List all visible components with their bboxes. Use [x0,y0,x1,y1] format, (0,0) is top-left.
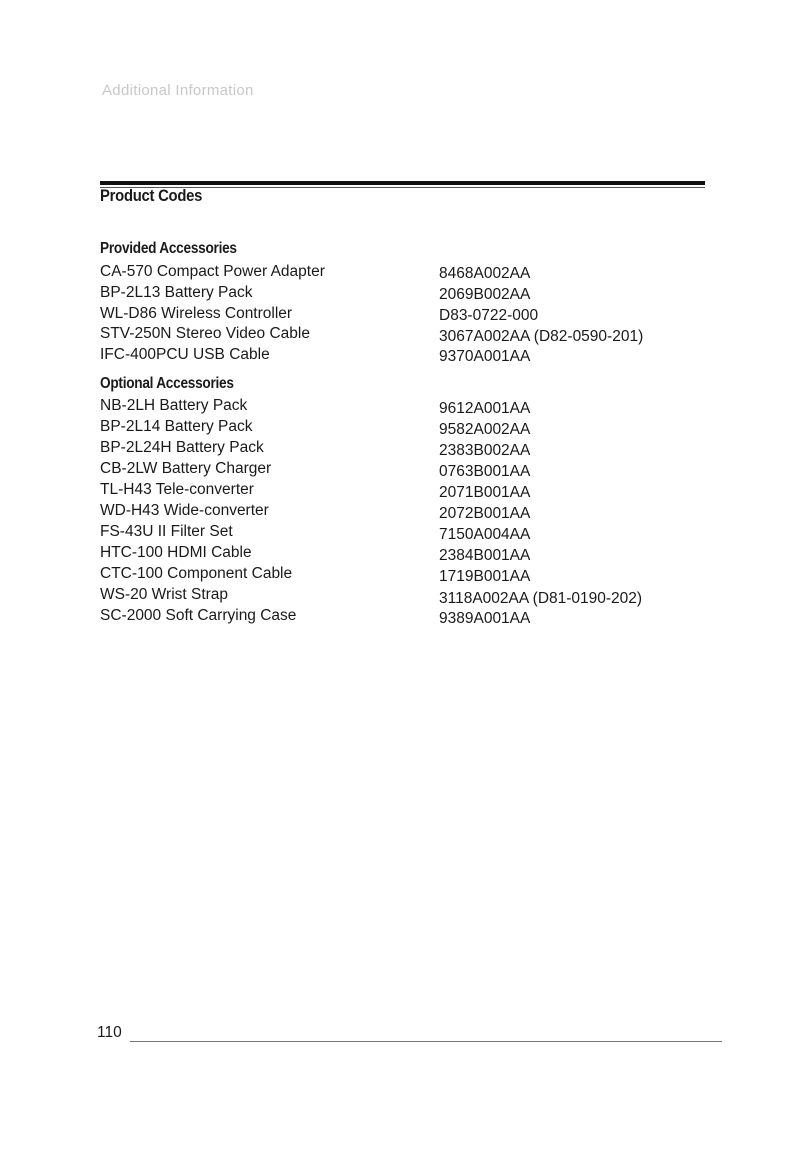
table-row [0,325,792,346]
item-name: BP-2L13 Battery Pack [100,284,253,301]
item-code: 1719B001AA [439,568,531,585]
optional-accessories-heading: Optional Accessories [100,375,234,392]
item-code: 2383B002AA [439,442,531,459]
item-name: FS-43U II Filter Set [100,523,233,540]
table-row [0,263,792,284]
table-row [0,565,792,586]
table-row [0,544,792,565]
section-title: Product Codes [100,187,203,205]
table-row [0,607,792,628]
item-name: BP-2L24H Battery Pack [100,439,264,456]
item-code: 3067A002AA (D82-0590-201) [439,328,644,345]
item-name: WD-H43 Wide-converter [100,502,269,519]
item-name: WL-D86 Wireless Controller [100,305,293,322]
item-code: D83-0722-000 [439,307,539,324]
page-number: 110 [97,1024,122,1041]
item-name: NB-2LH Battery Pack [100,397,248,414]
item-code: 2069B002AA [439,286,531,303]
table-row [0,586,792,607]
item-code: 8468A002AA [439,265,531,282]
table-row [0,418,792,439]
item-name: SC-2000 Soft Carrying Case [100,607,297,624]
item-code: 0763B001AA [439,463,531,480]
item-code: 9582A002AA [439,421,531,438]
item-code: 9389A001AA [439,610,531,627]
item-name: CB-2LW Battery Charger [100,460,272,477]
table-row [0,439,792,460]
provided-accessories-heading: Provided Accessories [100,240,237,257]
table-row [0,397,792,418]
table-row [0,460,792,481]
item-code: 3118A002AA (D81-0190-202) [439,590,643,607]
footer-rule [130,1041,722,1042]
item-code: 7150A004AA [439,526,531,543]
item-name: CA-570 Compact Power Adapter [100,263,325,280]
item-name: BP-2L14 Battery Pack [100,418,253,435]
item-name: TL-H43 Tele-converter [100,481,254,498]
item-code: 2072B001AA [439,505,531,522]
item-code: 2384B001AA [439,547,531,564]
item-name: CTC-100 Component Cable [100,565,293,582]
item-name: WS-20 Wrist Strap [100,586,229,603]
item-code: 9370A001AA [439,348,531,365]
running-head: Additional Information [102,82,254,99]
table-row [0,305,792,326]
item-name: HTC-100 HDMI Cable [100,544,252,561]
item-name: IFC-400PCU USB Cable [100,346,270,363]
item-code: 2071B001AA [439,484,531,501]
section-rule-thick [100,181,705,185]
item-name: STV-250N Stereo Video Cable [100,325,310,342]
table-row [0,284,792,305]
table-row [0,523,792,544]
table-row [0,346,792,367]
table-row [0,481,792,502]
table-row [0,502,792,523]
item-code: 9612A001AA [439,400,531,417]
